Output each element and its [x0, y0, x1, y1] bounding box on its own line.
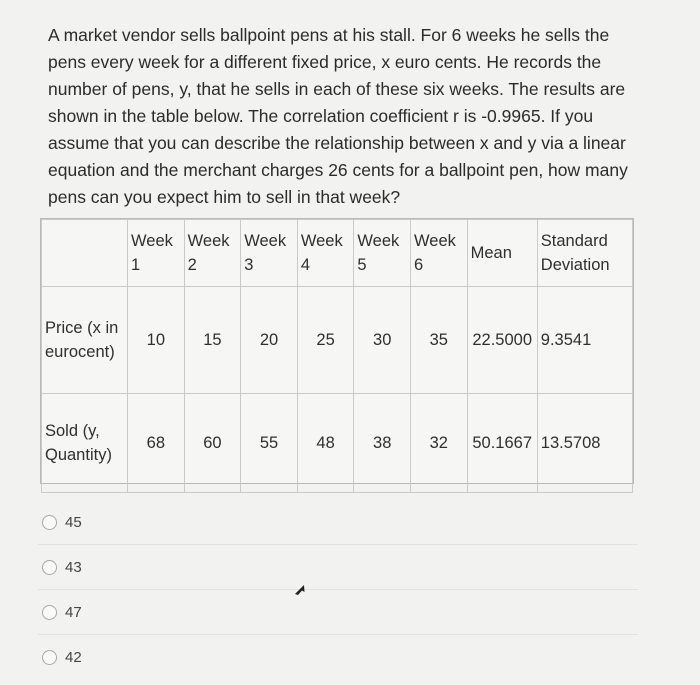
table-cell: 20: [241, 287, 298, 394]
table-cell: 25: [297, 287, 354, 394]
table-cell: 60: [184, 394, 241, 493]
table-cell: 68: [128, 394, 185, 493]
table-row-price: [42, 287, 633, 394]
table-cell: 48: [297, 394, 354, 493]
header-cell-week-6: Week 6: [411, 220, 468, 287]
option-label: 43: [65, 558, 82, 576]
table-cell: 35: [411, 287, 468, 394]
table-header-row: [42, 220, 633, 287]
mean-cell: 22.5000: [467, 287, 537, 394]
mean-cell: 50.1667: [467, 394, 537, 493]
header-cell-week-1: Week 1: [128, 220, 185, 287]
header-cell-empty: [42, 220, 128, 287]
table-row-sold: [42, 394, 633, 493]
radio-button[interactable]: [42, 605, 57, 620]
table-cell: 32: [411, 394, 468, 493]
header-cell-week-5: Week 5: [354, 220, 411, 287]
question-text: A market vendor sells ballpoint pens at his stall. For 6 weeks he sells the pens every week for a different fixed price, x euro cents. He records the number of pens, y, that he sells in each of these six weeks. The results are shown in the table below. The correlation coefficient r is -0.9965. If you assume that you can describe the relationship between x and y via a linear equation and the merchant charges 26 cents for a ballpoint pen, how many pens can you expect him to sell in that week?: [48, 25, 628, 207]
header-cell-week-2: Week 2: [184, 220, 241, 287]
answer-options: [38, 500, 638, 679]
header-cell-week-3: Week 3: [241, 220, 298, 287]
option-label: 47: [65, 603, 82, 621]
radio-button[interactable]: [42, 515, 57, 530]
table-cell: 30: [354, 287, 411, 394]
data-table: [40, 218, 634, 484]
option-label: 45: [65, 513, 82, 531]
table-cell: 38: [354, 394, 411, 493]
answer-option-2[interactable]: [38, 544, 638, 589]
header-cell-week-4: Week 4: [297, 220, 354, 287]
row-label-price: Price (x in eurocent): [42, 287, 128, 394]
radio-button[interactable]: [42, 560, 57, 575]
std-dev-cell: 9.3541: [537, 287, 632, 394]
answer-option-3[interactable]: [38, 589, 638, 634]
header-cell-mean: Mean: [467, 220, 537, 287]
table-cell: 10: [128, 287, 185, 394]
answer-option-4[interactable]: [38, 634, 638, 679]
header-cell-std-dev: Standard Deviation: [537, 220, 632, 287]
table-cell: 55: [241, 394, 298, 493]
answer-option-1[interactable]: [38, 500, 638, 544]
mouse-pointer-icon: [292, 582, 308, 598]
row-label-sold: Sold (y, Quantity): [42, 394, 128, 493]
radio-button[interactable]: [42, 650, 57, 665]
std-dev-cell: 13.5708: [537, 394, 632, 493]
option-label: 42: [65, 648, 82, 666]
table-cell: 15: [184, 287, 241, 394]
